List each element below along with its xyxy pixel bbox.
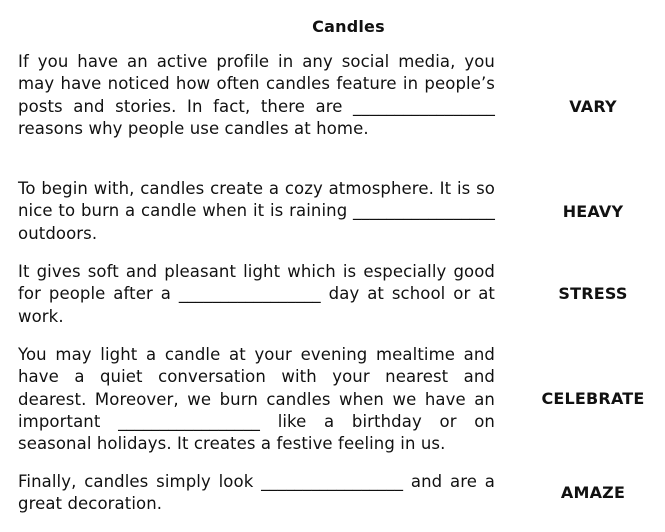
paragraph-heavy: To begin with, candles create a cozy atmosphere. It is so nice to burn a candle when it is raining _________________ outdoors. [18,179,495,243]
keyword-stress: STRESS [558,284,628,303]
keyword-amaze: AMAZE [560,483,626,502]
paragraph-vary: If you have an active profile in any social media, you may have noticed how often candles feature in people’s posts and stories. In fact, there are _________________ reasons why people use candles at home. [18,52,495,138]
paragraph-amaze: Finally, candles simply look _________________ and are a great decoration. [18,472,495,514]
paragraph-celebrate: You may light a candle at your evening mealtime and have a quiet conversation with your nearest and dearest. Moreover, we burn candles when we have an important _________________ like a birthday or on seasonal holidays. It creates a festive feeling in us. [18,345,495,454]
keyword-vary: VARY [569,97,617,116]
keyword-celebrate: CELEBRATE [541,389,645,408]
page-title: Candles [312,17,385,36]
keyword-heavy: HEAVY [562,202,624,221]
paragraph-stress: It gives soft and pleasant light which is especially good for people after a _________________ day at school or at work. [18,262,495,326]
